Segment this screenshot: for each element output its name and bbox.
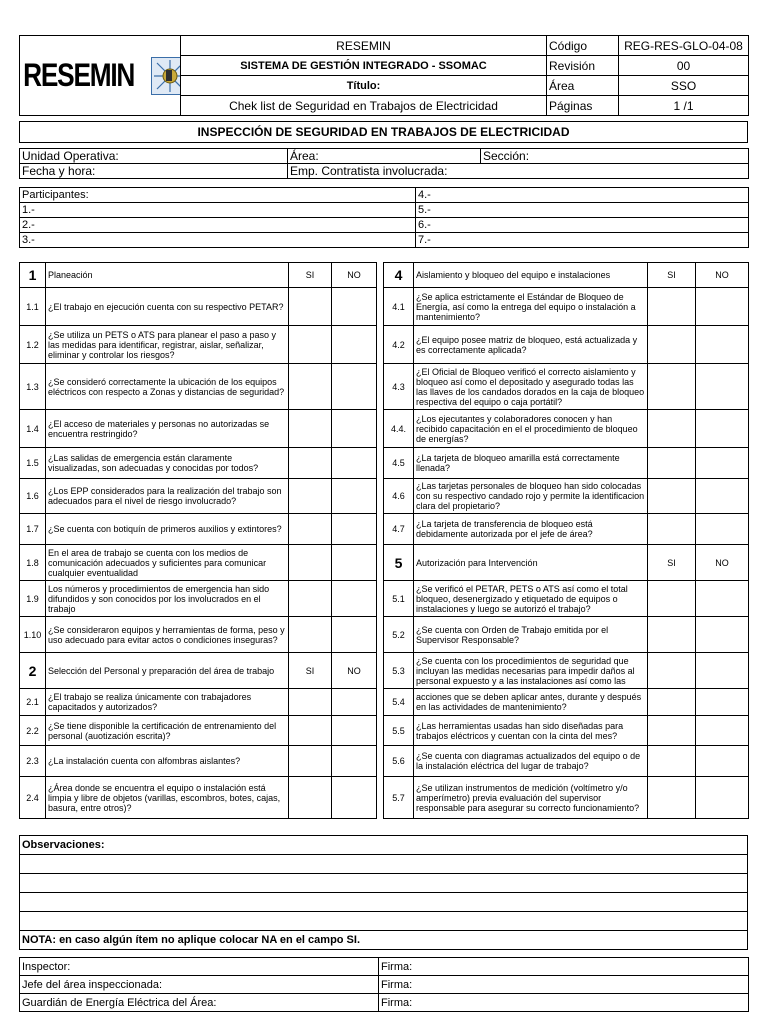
no-checkbox[interactable] <box>696 364 749 410</box>
item-question: ¿Los EPP considerados para la realización del trabajo son adecuados para el nivel de riesgo involucrado? <box>46 479 289 514</box>
checklist-row <box>20 326 749 364</box>
section-number: 2 <box>20 653 46 689</box>
si-checkbox[interactable] <box>289 288 332 326</box>
si-checkbox[interactable] <box>289 689 332 716</box>
document-header <box>19 35 749 116</box>
si-checkbox[interactable] <box>289 410 332 448</box>
no-checkbox[interactable] <box>696 653 749 689</box>
item-number: 1.5 <box>20 448 46 479</box>
item-number: 2.4 <box>20 777 46 819</box>
section-title: Autorización para Intervención <box>414 545 648 581</box>
form-title-box <box>19 121 748 143</box>
item-question: ¿El trabajo en ejecución cuenta con su respectivo PETAR? <box>46 288 289 326</box>
item-question: ¿Las tarjetas personales de bloqueo han sido colocadas con su respectivo candado rojo y permite la identificacion clara del propietario? <box>414 479 648 514</box>
column-gap <box>377 689 384 716</box>
si-checkbox[interactable] <box>289 545 332 581</box>
document-title: Chek list de Seguridad en Trabajos de Electricidad <box>181 96 547 116</box>
no-checkbox[interactable] <box>696 448 749 479</box>
item-number: 5.7 <box>384 777 414 819</box>
column-gap <box>377 777 384 819</box>
item-question: ¿Se cuenta con Orden de Trabajo emitida por el Supervisor Responsable? <box>414 617 648 653</box>
section-number: 1 <box>20 263 46 288</box>
item-question: ¿Se utiliza un PETS o ATS para planear el paso a paso y las medidas para identificar, registrar, aislar, señalizar, eliminar y controlar los riesgos? <box>46 326 289 364</box>
title-label: Título: <box>181 76 547 96</box>
item-number: 1.10 <box>20 617 46 653</box>
no-header: NO <box>332 653 377 689</box>
item-question: ¿Se cuenta con botiquín de primeros auxilios y extintores? <box>46 514 289 545</box>
participants-label: Participantes: <box>20 188 416 203</box>
meta-label: Revisión <box>547 56 619 76</box>
si-checkbox[interactable] <box>289 364 332 410</box>
item-question: ¿La tarjeta de transferencia de bloqueo está debidamente autorizada por el jefe de área? <box>414 514 648 545</box>
item-question: ¿Se cuenta con diagramas actualizados del equipo o de la instalación eléctrica del lugar de trabajo? <box>414 746 648 777</box>
item-number: 4.1 <box>384 288 414 326</box>
no-checkbox[interactable] <box>332 716 377 746</box>
signature-field[interactable]: Firma: <box>379 994 749 1012</box>
observations-label: Observaciones: <box>20 836 748 855</box>
signature-role[interactable]: Jefe del área inspeccionada: <box>20 976 379 994</box>
no-checkbox[interactable] <box>332 581 377 617</box>
si-checkbox[interactable] <box>289 746 332 777</box>
checklist-row <box>20 514 749 545</box>
form-title: INSPECCIÓN DE SEGURIDAD EN TRABAJOS DE ELECTRICIDAD <box>20 122 748 143</box>
si-checkbox[interactable] <box>289 514 332 545</box>
item-question: ¿El equipo posee matriz de bloqueo, está actualizada y es correctamente aplicada? <box>414 326 648 364</box>
checklist-row <box>20 410 749 448</box>
si-checkbox[interactable] <box>648 777 696 819</box>
si-checkbox[interactable] <box>648 326 696 364</box>
observation-line[interactable] <box>20 874 748 893</box>
item-number: 5.5 <box>384 716 414 746</box>
item-question: ¿El trabajo se realiza únicamente con trabajadores capacitados y autorizados? <box>46 689 289 716</box>
item-number: 5.6 <box>384 746 414 777</box>
checklist-row <box>20 545 749 581</box>
si-checkbox[interactable] <box>289 326 332 364</box>
item-question: ¿Las herramientas usadas han sido diseñadas para trabajos eléctricos y cuentan con la cinta del mes? <box>414 716 648 746</box>
no-checkbox[interactable] <box>332 617 377 653</box>
checklist-row <box>20 716 749 746</box>
no-checkbox[interactable] <box>332 777 377 819</box>
meta-label: Código <box>547 36 619 56</box>
checklist-row <box>20 653 749 689</box>
no-checkbox[interactable] <box>696 777 749 819</box>
no-checkbox[interactable] <box>332 410 377 448</box>
si-checkbox[interactable] <box>648 617 696 653</box>
no-checkbox[interactable] <box>696 514 749 545</box>
item-number: 1.7 <box>20 514 46 545</box>
logo-icon <box>151 57 181 95</box>
item-number: 5.4 <box>384 689 414 716</box>
item-number: 1.3 <box>20 364 46 410</box>
no-checkbox[interactable] <box>696 716 749 746</box>
unidad-operativa-field[interactable]: Unidad Operativa: <box>20 149 288 164</box>
si-checkbox[interactable] <box>648 288 696 326</box>
column-gap <box>377 514 384 545</box>
item-number: 1.8 <box>20 545 46 581</box>
no-checkbox[interactable] <box>696 746 749 777</box>
meta-value: 00 <box>619 56 749 76</box>
si-checkbox[interactable] <box>648 448 696 479</box>
si-header: SI <box>289 263 332 288</box>
si-checkbox[interactable] <box>289 617 332 653</box>
column-gap <box>377 263 384 288</box>
signature-field[interactable]: Firma: <box>379 958 749 976</box>
participants-section <box>19 187 749 248</box>
participant-field[interactable]: 1.- <box>20 203 416 218</box>
checklist-row <box>20 617 749 653</box>
si-checkbox[interactable] <box>648 364 696 410</box>
column-gap <box>377 448 384 479</box>
si-header: SI <box>648 263 696 288</box>
item-question: ¿Área donde se encuentra el equipo o instalación está limpia y libre de objetos (varillas, escombros, botes, cajas, basura, entre otros)? <box>46 777 289 819</box>
column-gap <box>377 288 384 326</box>
item-question: ¿Se cuenta con los procedimientos de seguridad que incluyan las medidas necesarias para impedir daños al personal expuesto y a las instalaciones así como las <box>414 653 648 689</box>
item-number: 1.1 <box>20 288 46 326</box>
no-checkbox[interactable] <box>696 617 749 653</box>
no-checkbox[interactable] <box>696 689 749 716</box>
checklist-row <box>20 479 749 514</box>
section-title: Aislamiento y bloqueo del equipo e instalaciones <box>414 263 648 288</box>
checklist-row <box>20 448 749 479</box>
signature-field[interactable]: Firma: <box>379 976 749 994</box>
column-gap <box>377 617 384 653</box>
checklist-table <box>19 262 749 819</box>
checklist-row <box>20 689 749 716</box>
si-checkbox[interactable] <box>289 581 332 617</box>
si-checkbox[interactable] <box>648 746 696 777</box>
item-question: acciones que se deben aplicar antes, durante y después en las actividades de mantenimiento? <box>414 689 648 716</box>
column-gap <box>377 653 384 689</box>
no-checkbox[interactable] <box>332 746 377 777</box>
item-question: ¿Las salidas de emergencia están claramente visualizadas, son adecuadas y conocidas por todos? <box>46 448 289 479</box>
info-section <box>19 148 749 179</box>
si-checkbox[interactable] <box>289 479 332 514</box>
section-number: 5 <box>384 545 414 581</box>
item-number: 1.4 <box>20 410 46 448</box>
item-number: 4.6 <box>384 479 414 514</box>
participant-field[interactable]: 5.- <box>416 203 749 218</box>
no-checkbox[interactable] <box>332 479 377 514</box>
item-question: ¿La instalación cuenta con alfombras aislantes? <box>46 746 289 777</box>
item-number: 5.2 <box>384 617 414 653</box>
item-question: ¿Se consideró correctamente la ubicación de los equipos eléctricos con respecto a Zonas y distancias de seguridad? <box>46 364 289 410</box>
item-question: Los números y procedimientos de emergencia han sido difundidos y son conocidos por los involucrados en el trabajo <box>46 581 289 617</box>
column-gap <box>377 716 384 746</box>
no-checkbox[interactable] <box>332 364 377 410</box>
observations-section <box>19 835 748 950</box>
checklist-row <box>20 746 749 777</box>
no-checkbox[interactable] <box>332 545 377 581</box>
item-number: 2.1 <box>20 689 46 716</box>
participant-field[interactable]: 6.- <box>416 218 749 233</box>
note-text: NOTA: en caso algún ítem no aplique colocar NA en el campo SI. <box>20 931 748 950</box>
item-number: 5.1 <box>384 581 414 617</box>
no-header: NO <box>696 263 749 288</box>
logo-text: RESEMIN <box>23 57 135 93</box>
no-header: NO <box>332 263 377 288</box>
no-checkbox[interactable] <box>332 448 377 479</box>
observation-line[interactable] <box>20 893 748 912</box>
checklist-row <box>20 364 749 410</box>
item-number: 1.2 <box>20 326 46 364</box>
section-title: Selección del Personal y preparación del área de trabajo <box>46 653 289 689</box>
no-checkbox[interactable] <box>696 479 749 514</box>
item-number: 4.7 <box>384 514 414 545</box>
column-gap <box>377 479 384 514</box>
section-title: Planeación <box>46 263 289 288</box>
meta-value: SSO <box>619 76 749 96</box>
no-checkbox[interactable] <box>332 689 377 716</box>
no-checkbox[interactable] <box>332 514 377 545</box>
signature-section <box>19 957 749 1012</box>
area-field[interactable]: Área: <box>288 149 481 164</box>
item-question: ¿Se tiene disponible la certificación de entrenamiento del personal (auotización escrita)? <box>46 716 289 746</box>
item-number: 4.4. <box>384 410 414 448</box>
signature-role[interactable]: Inspector: <box>20 958 379 976</box>
si-checkbox[interactable] <box>648 716 696 746</box>
checklist-row <box>20 263 749 288</box>
column-gap <box>377 746 384 777</box>
item-question: ¿Se aplica estrictamente el Estándar de Bloqueo de Energía, así como la entrega del equipo o instalación a mantenimiento? <box>414 288 648 326</box>
si-header: SI <box>648 545 696 581</box>
si-checkbox[interactable] <box>289 716 332 746</box>
no-checkbox[interactable] <box>696 581 749 617</box>
system-name: SISTEMA DE GESTIÓN INTEGRADO - SSOMAC <box>181 56 547 76</box>
item-number: 4.3 <box>384 364 414 410</box>
column-gap <box>377 545 384 581</box>
logo <box>20 36 181 116</box>
item-number: 5.3 <box>384 653 414 689</box>
column-gap <box>377 581 384 617</box>
checklist-row <box>20 288 749 326</box>
item-number: 1.6 <box>20 479 46 514</box>
si-checkbox[interactable] <box>648 581 696 617</box>
meta-value: REG-RES-GLO-04-08 <box>619 36 749 56</box>
item-question: ¿Se utilizan instrumentos de medición (voltímetro y/o amperímetro) previa evaluación del supervisor responsable para asegurar su correcto funcionamiento? <box>414 777 648 819</box>
si-checkbox[interactable] <box>648 689 696 716</box>
section-number: 4 <box>384 263 414 288</box>
no-checkbox[interactable] <box>332 288 377 326</box>
meta-value: 1 /1 <box>619 96 749 116</box>
si-checkbox[interactable] <box>648 479 696 514</box>
participant-field[interactable]: 2.- <box>20 218 416 233</box>
si-checkbox[interactable] <box>648 410 696 448</box>
item-number: 2.2 <box>20 716 46 746</box>
item-question: ¿El acceso de materiales y personas no autorizadas se encuentra restringido? <box>46 410 289 448</box>
meta-label: Área <box>547 76 619 96</box>
no-checkbox[interactable] <box>696 288 749 326</box>
si-header: SI <box>289 653 332 689</box>
no-checkbox[interactable] <box>696 410 749 448</box>
no-header: NO <box>696 545 749 581</box>
item-number: 1.9 <box>20 581 46 617</box>
no-checkbox[interactable] <box>332 326 377 364</box>
si-checkbox[interactable] <box>289 777 332 819</box>
participant-field[interactable]: 7.- <box>416 233 749 248</box>
observation-line[interactable] <box>20 855 748 874</box>
si-checkbox[interactable] <box>648 514 696 545</box>
column-gap <box>377 364 384 410</box>
item-number: 4.5 <box>384 448 414 479</box>
checklist-row <box>20 581 749 617</box>
item-question: ¿Los ejecutantes y colaboradores conocen y han recibido capacitación en el el procedimiento de bloqueo de energías? <box>414 410 648 448</box>
item-question: ¿La tarjeta de bloqueo amarilla está correctamente llenada? <box>414 448 648 479</box>
item-number: 2.3 <box>20 746 46 777</box>
participant-field[interactable]: 3.- <box>20 233 416 248</box>
seccion-field[interactable]: Sección: <box>481 149 749 164</box>
si-checkbox[interactable] <box>648 653 696 689</box>
item-question: ¿Se verificó el PETAR, PETS o ATS así como el total bloqueo, desenergizado y etiquetado de equipos o instalaciones y luego se autorizó el trabajo? <box>414 581 648 617</box>
meta-label: Páginas <box>547 96 619 116</box>
column-gap <box>377 326 384 364</box>
item-question: ¿El Oficial de Bloqueo verificó el correcto aislamiento y bloqueo así como el depositado y asegurado todas las las llaves de los candados dorados en la caja de bloqueo respectiva del equipo o caja portátil? <box>414 364 648 410</box>
fecha-hora-field[interactable]: Fecha y hora: <box>20 164 288 179</box>
no-checkbox[interactable] <box>696 326 749 364</box>
checklist-row <box>20 777 749 819</box>
column-gap <box>377 410 384 448</box>
observation-line[interactable] <box>20 912 748 931</box>
si-checkbox[interactable] <box>289 448 332 479</box>
item-question: ¿Se consideraron equipos y herramientas de forma, peso y uso adecuado para evitar actos o condiciones inseguras? <box>46 617 289 653</box>
contratista-field[interactable]: Emp. Contratista involucrada: <box>288 164 749 179</box>
item-question: En el area de trabajo se cuenta con los medios de comunicación adecuados y suficientes para comunicar cualquier eventualidad <box>46 545 289 581</box>
company-name: RESEMIN <box>181 36 547 56</box>
item-number: 4.2 <box>384 326 414 364</box>
participant-field[interactable]: 4.- <box>416 188 749 203</box>
signature-role[interactable]: Guardián de Energía Eléctrica del Área: <box>20 994 379 1012</box>
